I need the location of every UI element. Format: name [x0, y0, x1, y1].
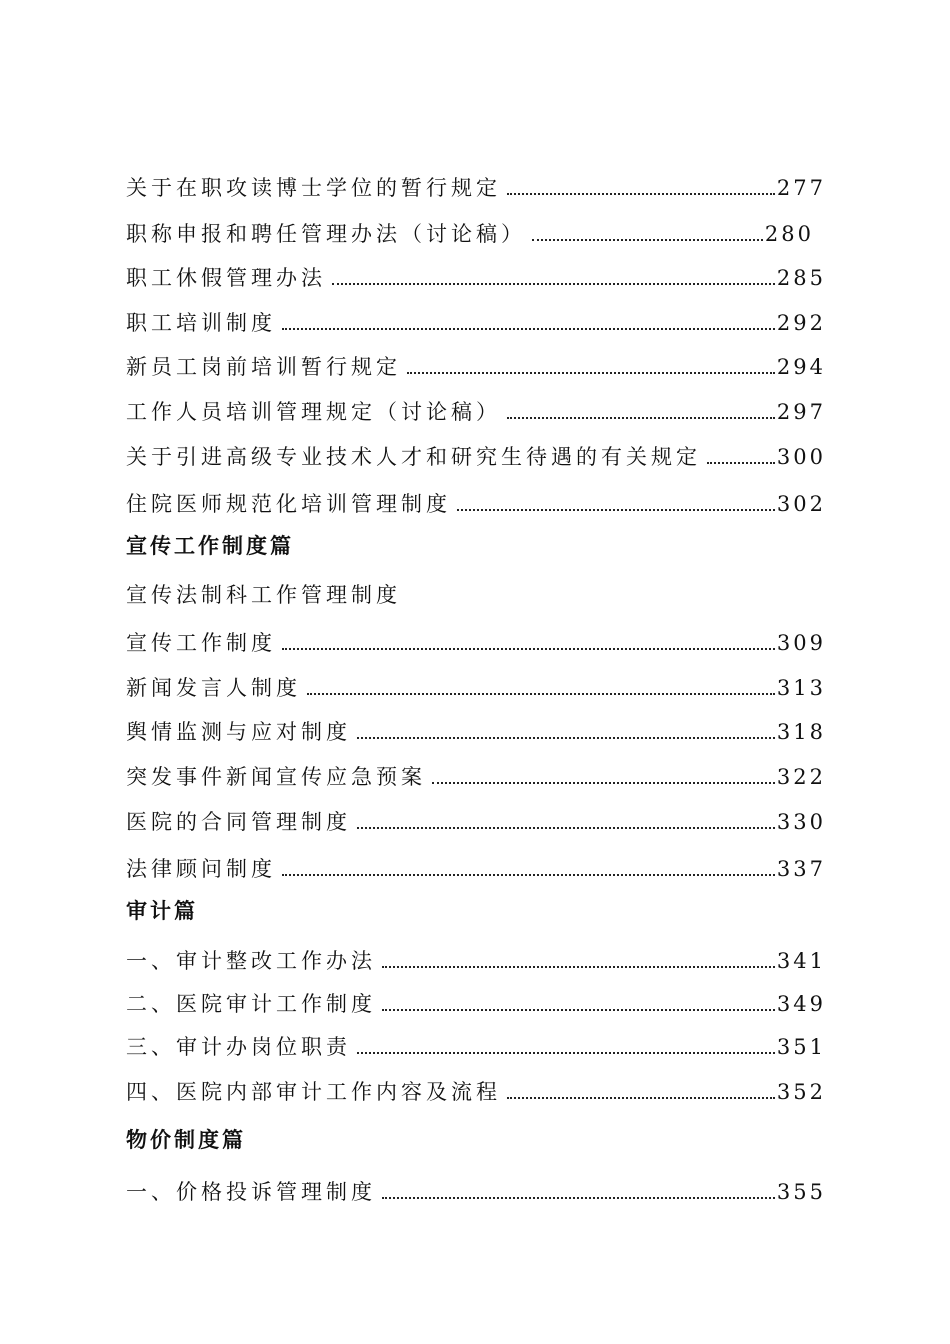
toc-entry-page: 302 — [776, 492, 826, 516]
dot-leader — [507, 417, 775, 419]
dot-leader — [457, 509, 775, 511]
dot-leader — [382, 1009, 775, 1011]
dot-leader — [282, 874, 775, 876]
toc-entry-page: 349 — [776, 992, 826, 1016]
dot-leader — [282, 328, 775, 330]
toc-entry-title: 职工休假管理办法 — [126, 266, 326, 290]
dot-leader — [382, 1197, 775, 1199]
toc-entry[interactable] — [126, 945, 826, 975]
section-heading: 审计篇 — [126, 899, 198, 923]
section-heading: 宣传工作制度篇 — [126, 534, 294, 558]
toc-entry[interactable] — [126, 1031, 826, 1061]
dot-leader — [382, 966, 775, 968]
toc-entry-page: 294 — [776, 355, 826, 379]
toc-entry-title: 职工培训制度 — [126, 311, 276, 335]
toc-entry[interactable] — [126, 988, 826, 1018]
dot-leader — [307, 693, 775, 695]
toc-entry-title: 关于在职攻读博士学位的暂行规定 — [126, 176, 501, 200]
toc-entry-title: 住院医师规范化培训管理制度 — [126, 492, 451, 516]
toc-entry[interactable] — [126, 307, 826, 337]
toc-subheading-title: 宣传法制科工作管理制度 — [126, 583, 401, 607]
dot-leader — [332, 283, 775, 285]
dot-leader — [407, 372, 775, 374]
toc-entry-title: 二、医院审计工作制度 — [126, 992, 376, 1016]
toc-entry-page: 300 — [776, 445, 826, 469]
dot-leader — [432, 782, 775, 784]
toc-entry-title: 新闻发言人制度 — [126, 676, 301, 700]
toc-entry[interactable] — [126, 441, 826, 471]
dot-leader — [357, 1052, 775, 1054]
toc-entry-title: 一、审计整改工作办法 — [126, 949, 376, 973]
dot-leader — [507, 1097, 775, 1099]
toc-entry-title: 宣传工作制度 — [126, 631, 276, 655]
toc-entry-title: 法律顾问制度 — [126, 857, 276, 881]
toc-entry-title: 职称申报和聘任管理办法（讨论稿） — [126, 222, 526, 246]
section-heading: 物价制度篇 — [126, 1128, 246, 1152]
toc-entry[interactable] — [126, 672, 826, 702]
toc-entry[interactable] — [126, 1176, 826, 1206]
toc-entry-title: 突发事件新闻宣传应急预案 — [126, 765, 426, 789]
toc-entry-page: 297 — [776, 400, 826, 424]
toc-entry[interactable] — [126, 351, 826, 381]
toc-entry[interactable] — [126, 1076, 826, 1106]
toc-entry-page: 341 — [776, 949, 826, 973]
toc-subheading — [126, 579, 826, 609]
toc-entry-title: 一、价格投诉管理制度 — [126, 1180, 376, 1204]
toc-entry[interactable] — [126, 853, 826, 883]
toc-entry[interactable] — [126, 806, 826, 836]
toc-entry-page: 280 — [764, 222, 814, 246]
toc-entry[interactable] — [126, 218, 814, 248]
toc-entry[interactable] — [126, 716, 826, 746]
toc-entry-page: 313 — [776, 676, 826, 700]
toc-entry-page: 318 — [776, 720, 826, 744]
toc-entry-page: 292 — [776, 311, 826, 335]
toc-entry-title: 四、医院内部审计工作内容及流程 — [126, 1080, 501, 1104]
dot-leader — [707, 462, 775, 464]
toc-entry-page: 355 — [776, 1180, 826, 1204]
toc-entry[interactable] — [126, 172, 826, 202]
toc-entry-title: 舆情监测与应对制度 — [126, 720, 351, 744]
toc-entry-title: 新员工岗前培训暂行规定 — [126, 355, 401, 379]
toc-entry-title: 医院的合同管理制度 — [126, 810, 351, 834]
toc-entry-title: 关于引进高级专业技术人才和研究生待遇的有关规定 — [126, 445, 701, 469]
toc-entry-page: 330 — [776, 810, 826, 834]
toc-entry[interactable] — [126, 627, 826, 657]
toc-entry-page: 285 — [776, 266, 826, 290]
dot-leader — [357, 827, 775, 829]
toc-entry[interactable] — [126, 488, 826, 518]
dot-leader — [507, 193, 775, 195]
toc-entry[interactable] — [126, 262, 826, 292]
toc-entry-page: 352 — [776, 1080, 826, 1104]
toc-entry-title: 三、审计办岗位职责 — [126, 1035, 351, 1059]
toc-entry[interactable] — [126, 761, 826, 791]
toc-entry-page: 351 — [776, 1035, 826, 1059]
dot-leader — [357, 737, 775, 739]
toc-entry-page: 309 — [776, 631, 826, 655]
toc-entry-page: 337 — [776, 857, 826, 881]
toc-entry[interactable] — [126, 396, 826, 426]
dot-leader — [532, 239, 763, 241]
toc-entry-title: 工作人员培训管理规定（讨论稿） — [126, 400, 501, 424]
toc-entry-page: 322 — [776, 765, 826, 789]
toc-entry-page: 277 — [776, 176, 826, 200]
dot-leader — [282, 648, 775, 650]
